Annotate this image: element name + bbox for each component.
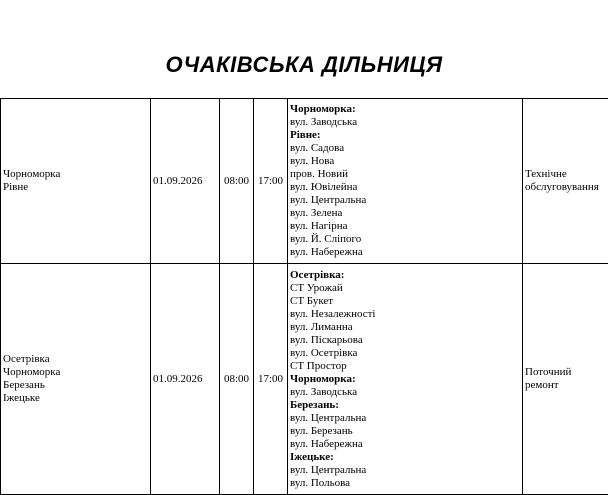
date-cell: 01.09.2026 [151, 264, 220, 495]
page-title: ОЧАКІВСЬКА ДІЛЬНИЦЯ [165, 52, 443, 77]
street-name: СТ Букет [290, 294, 334, 307]
street-group-heading: Рівне: [290, 129, 321, 141]
villages-cell [1, 99, 151, 264]
village-name: Чорноморка [3, 366, 61, 378]
start-time-cell: 08:00 [220, 99, 254, 264]
street-name: вул. Нагірна [290, 220, 348, 232]
work-type-cell [523, 99, 608, 264]
streets-cell [288, 264, 523, 495]
village-name: Іжецьке [3, 392, 40, 404]
street-name: вул. Садова [290, 142, 345, 154]
street-group-heading: Осетрівка: [290, 268, 345, 281]
street-group-heading: Чорноморка: [290, 103, 356, 115]
street-name: вул. Польова [290, 476, 351, 489]
street-name: вул. Піскарьова [290, 333, 363, 346]
street-group-heading: Березань: [290, 398, 339, 411]
outage-schedule-table [0, 98, 608, 495]
street-name: вул. Ювілейна [290, 181, 358, 193]
village-name: Рівне [3, 181, 29, 193]
street-name: вул. Набережна [290, 246, 363, 258]
street-name: вул. Заводська [290, 385, 358, 398]
work-type-line: ремонт [525, 379, 559, 391]
street-name: пров. Новий [290, 168, 348, 180]
street-name: вул. Зелена [290, 207, 343, 219]
street-name: вул. Березань [290, 424, 353, 437]
street-name: СТ Простор [290, 359, 347, 372]
village-name: Чорноморка [3, 168, 61, 180]
village-name: Березань [3, 379, 45, 391]
street-group-heading: Іжецьке: [290, 450, 334, 463]
work-type-line: Поточний [525, 366, 572, 378]
street-name: вул. Незалежності [290, 307, 376, 320]
date-cell: 01.09.2026 [151, 99, 220, 264]
street-name: вул. Осетрівка [290, 346, 358, 359]
end-time-cell: 17:00 [254, 99, 288, 264]
end-time-cell: 17:00 [254, 264, 288, 495]
street-name: вул. Заводська [290, 116, 358, 128]
street-name: вул. Центральна [290, 463, 367, 476]
villages-cell [1, 264, 151, 495]
street-name: вул. Центральна [290, 411, 367, 424]
village-name: Осетрівка [3, 353, 50, 365]
street-name: вул. Й. Сліпого [290, 233, 362, 245]
work-type-cell [523, 264, 608, 495]
street-name: СТ Урожай [290, 281, 343, 294]
table-row [1, 264, 608, 495]
street-name: вул. Нова [290, 155, 335, 167]
table-row [1, 99, 608, 264]
street-group-heading: Чорноморка: [290, 372, 356, 385]
street-name: вул. Набережна [290, 437, 363, 450]
streets-cell [288, 99, 523, 264]
work-type-line: обслуговування [525, 181, 599, 193]
street-name: вул. Лиманна [290, 320, 353, 333]
start-time-cell: 08:00 [220, 264, 254, 495]
work-type-line: Технічне [525, 168, 567, 180]
street-name: вул. Центральна [290, 194, 367, 206]
